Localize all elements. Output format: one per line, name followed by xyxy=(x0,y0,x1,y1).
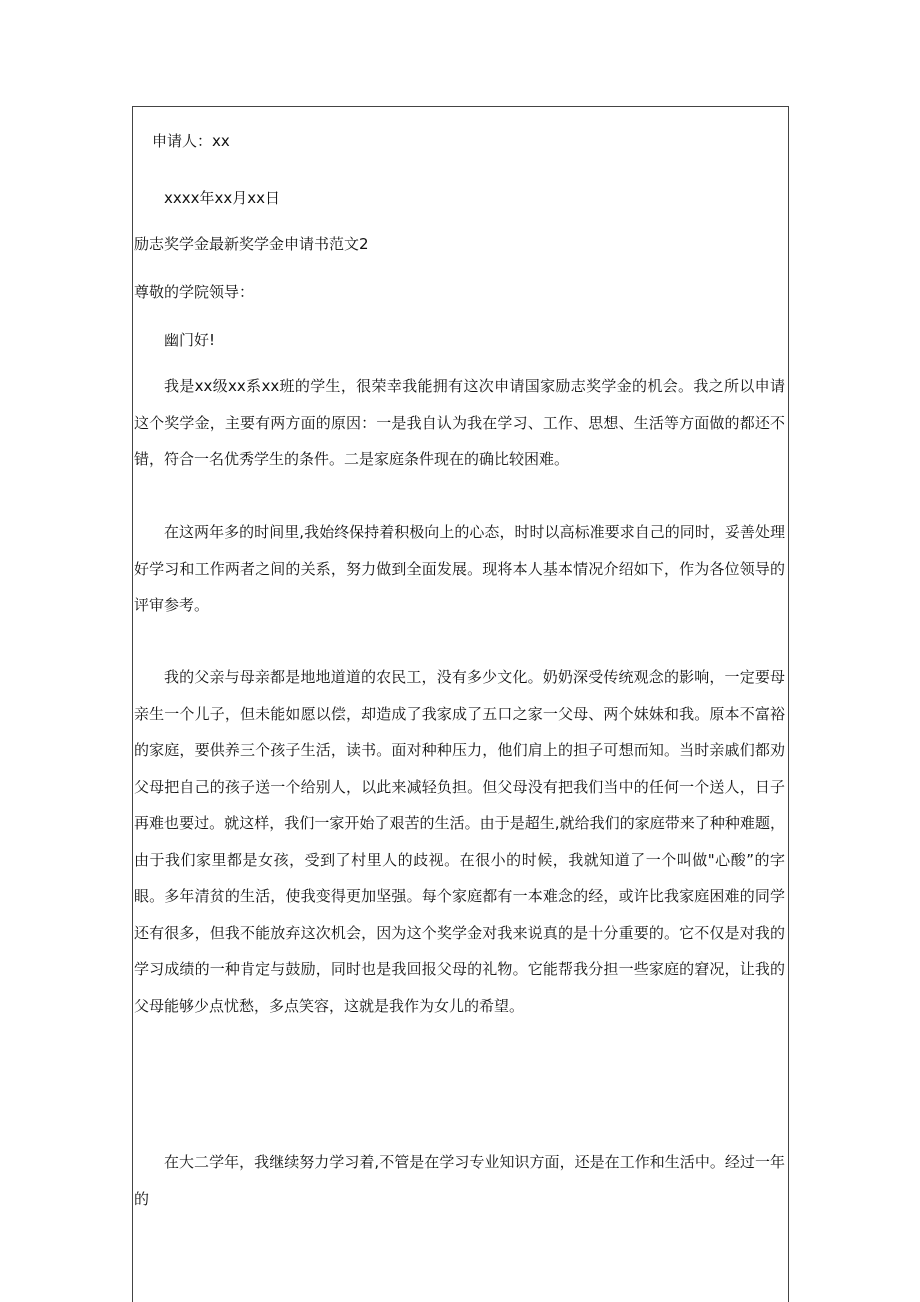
applicant-line: 申请人：xx xyxy=(152,132,230,150)
salutation: 尊敬的学院领导： xyxy=(134,283,255,301)
paragraph-1: 我是xx级xx系xx班的学生，很荣幸我能拥有这次申请国家励志奖学金的机会。我之所以申请这个奖学金，主要有两方面的原因：一是我自认为我在学习、工作、思想、生活等方面做的都还不错，符合一名优秀学生的条件。二是家庭条件现在的确比较困难。 xyxy=(134,377,785,468)
paragraph-3: 我的父亲与母亲都是地地道道的农民工，没有多少文化。奶奶深受传统观念的影响，一定要母亲生一个儿子，但未能如愿以偿，却造成了我家成了五口之家一父母、两个妹妹和我。原本不富裕的家庭，要供养三个孩子生活，读书。面对种种压力，他们肩上的担子可想而知。当时亲戚们都劝父母把自己的孩子送一个给别人，以此来减轻负担。但父母没有把我们当中的任何一个送人，日子再难也要过。就这样，我们一家开始了艰苦的生活。由于是超生,就给我们的家庭带来了种种难题，由于我们家里都是女孩，受到了村里人的歧视。在很小的时候，我就知道了一个叫做"心酸”的字眼。多年清贫的生活，使我变得更加坚强。每个家庭都有一本难念的经，或许比我家庭困难的同学还有很多，但我不能放弃这次机会，因为这个奖学金对我来说真的是十分重要的。它不仅是对我的学习成绩的一种肯定与鼓励，同时也是我回报父母的礼物。它能帮我分担一些家庭的窘况，让我的父母能够少点忧愁，多点笑容，这就是我作为女儿的希望。 xyxy=(134,668,785,1015)
paragraph-4: 在大二学年，我继续努力学习着,不管是在学习专业知识方面，还是在工作和生活中。经过一年的 xyxy=(134,1153,785,1208)
document-title: 励志奖学金最新奖学金申请书范文2 xyxy=(134,235,369,253)
date-line: xxxx年xx月xx日 xyxy=(164,189,281,207)
greeting: 幽门好! xyxy=(164,331,216,349)
paragraph-2: 在这两年多的时间里,我始终保持着积极向上的心态，时时以高标准要求自己的同时，妥善处理好学习和工作两者之间的关系，努力做到全面发展。现将本人基本情况介绍如下，作为各位领导的评审参考。 xyxy=(134,523,785,614)
